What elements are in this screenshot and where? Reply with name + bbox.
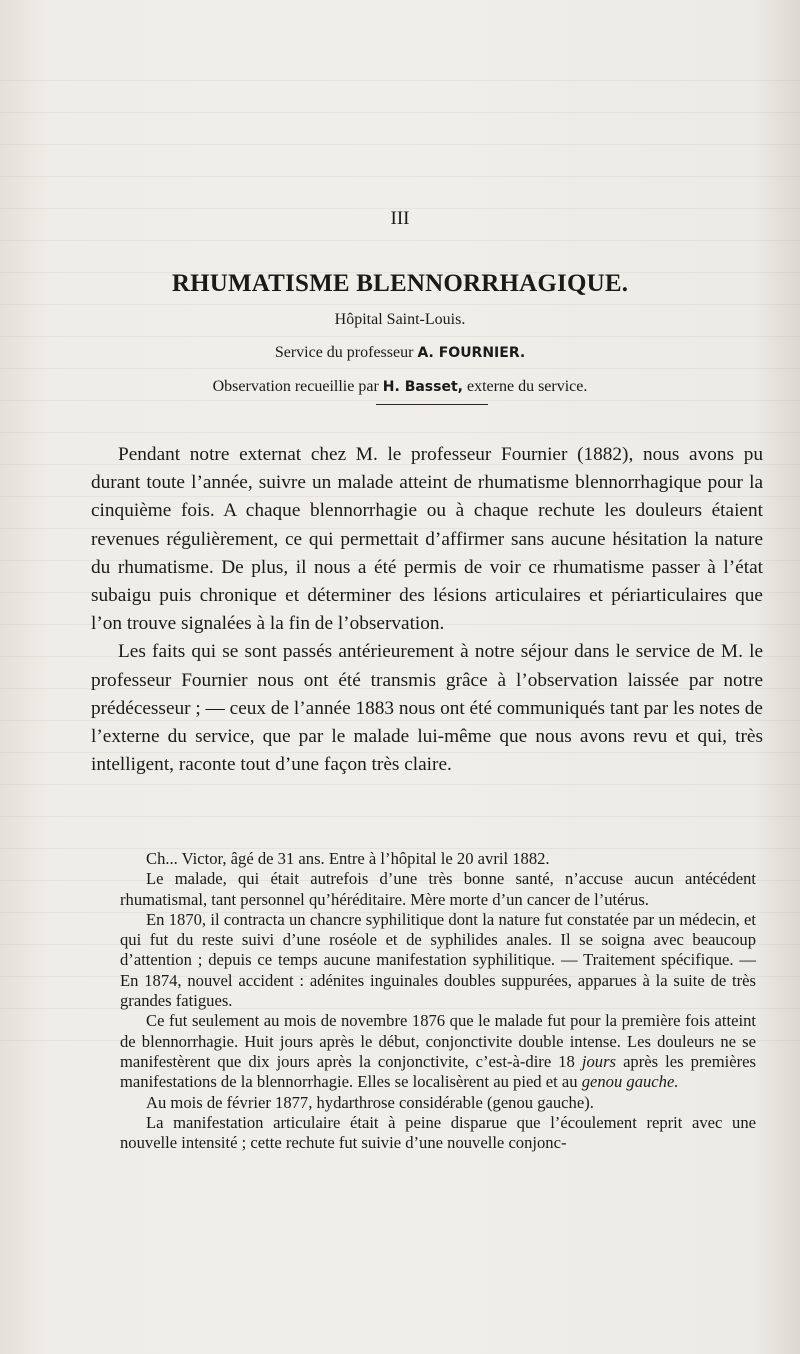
professor-name: A. FOURNIER. — [417, 345, 526, 361]
service-line — [0, 344, 800, 362]
observation-paragraph-4-b: après les premières manifestations de la blennorrhagie. Elles se localisèrent au pied et au — [120, 1051, 756, 1092]
author-name: H. Basset, — [382, 379, 463, 395]
observation-paragraph-6: La manifestation articulaire était à peine disparue que l’écoulement reprit avec une nouvelle intensité ; cette rechute fut suivie d’une nouvelle conjonc- — [120, 1112, 756, 1153]
paragraph-2: Les faits qui se sont passés antérieurement à notre séjour dans le service de M. le professeur Fournier nous ont été transmis grâce à l’observation laissée par notre prédécesseur ; — ceux de l’année 1883 nous ont été communiqués tant par les notes de l’externe du service, que par le malade lui-même que nous avons revu et qui, très intelligent, raconte tout d’une façon très claire. — [91, 641, 763, 776]
observation-paragraph-1: Ch... Victor, âgé de 31 ans. Entre à l’hôpital le 20 avril 1882. — [146, 849, 550, 868]
observation-suffix: externe du service. — [466, 378, 588, 395]
hospital-line: Hôpital Saint-Louis. — [334, 311, 466, 328]
main-text — [91, 441, 763, 779]
italic-jours: jours — [581, 1051, 617, 1071]
chapter-numeral: III — [390, 208, 410, 229]
observation-prefix: Observation recueillie par — [212, 378, 379, 395]
observation-paragraph-5: Au mois de février 1877, hydarthrose considérable (genou gauche). — [146, 1092, 594, 1112]
observation-paragraph-2: Le malade, qui était autrefois d’une très bonne santé, n’accuse aucun antécédent rhumatismal, tant personnel qu’héréditaire. Mère morte d’un cancer de l’utérus. — [120, 869, 756, 909]
separator-rule — [376, 404, 488, 405]
chapter-title: RHUMATISME BLENNORRHAGIQUE. — [171, 270, 629, 297]
observation-text — [120, 849, 756, 1153]
observation-line — [0, 378, 800, 396]
observation-paragraph-3: En 1870, il contracta un chancre syphilitique dont la nature fut constatée par un médecin, et qui fut du reste suivi d’une roséole et de syphilides anales. Il se soigna avec beaucoup d’attention ; depuis ce temps aucune manifestation syphilitique. — Traitement spécifique. — En 1874, nouvel accident : adénites inguinales doubles suppurées, apparues à la suite de très grandes fatigues. — [120, 909, 756, 1011]
observation-paragraph-4-a: Ce fut seulement au mois de novembre 1876 que le malade fut pour la première fois atteint de blennorrhagie. Huit jours après le début, conjonctivite double intense. Les douleurs ne se manifestèrent que dix jours après la conjonctivite, c’est-à-dire 18 — [120, 1011, 756, 1071]
service-prefix: Service du professeur — [274, 344, 414, 361]
italic-genou-gauche: genou gauche. — [581, 1072, 679, 1092]
paragraph-1: Pendant notre externat chez M. le professeur Fournier (1882), nous avons pu durant toute l’année, suivre un malade atteint de rhumatisme blennorrhagique pour la cinquième fois. A chaque blennorrhagie ou à chaque rechute les douleurs étaient revenues régulièrement, ce qui permettait d’affirmer sans aucune hésitation la nature du rhumatisme. De plus, il nous a été permis de voir ce rhumatisme passer à l’état subaigu puis chronique et déterminer des lésions articulaires et périarticulaires que l’on trouve signalées à la fin de l’observation. — [91, 444, 763, 635]
observation-paragraph-4 — [120, 1011, 756, 1092]
